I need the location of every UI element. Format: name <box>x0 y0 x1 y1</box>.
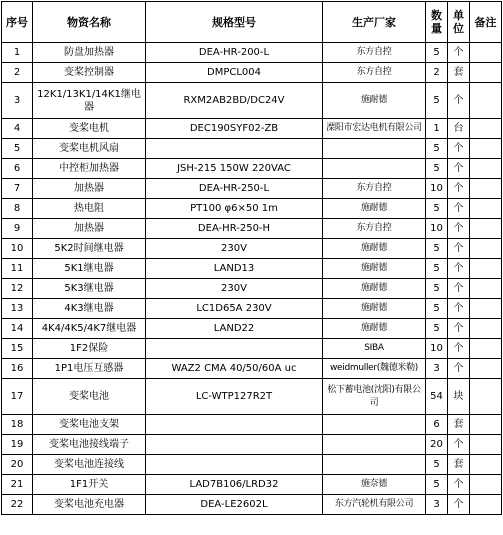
table-body <box>2 43 502 515</box>
cell-no: 20 <box>2 455 33 475</box>
cell-note <box>470 495 502 515</box>
table-row <box>2 239 502 259</box>
cell-no: 4 <box>2 119 33 139</box>
cell-unit: 块 <box>448 379 470 415</box>
cell-name: 加热器 <box>33 179 146 199</box>
cell-no: 8 <box>2 199 33 219</box>
cell-name: 热电阻 <box>33 199 146 219</box>
cell-no: 13 <box>2 299 33 319</box>
cell-spec: LAND22 <box>146 319 323 339</box>
cell-no: 18 <box>2 415 33 435</box>
cell-maker <box>323 455 426 475</box>
cell-maker: 施耐德 <box>323 319 426 339</box>
header-no: 序号 <box>2 2 33 43</box>
cell-spec: RXM2AB2BD/DC24V <box>146 83 323 119</box>
cell-spec: LC1D65A 230V <box>146 299 323 319</box>
cell-maker: 施耐德 <box>323 279 426 299</box>
table-row <box>2 415 502 435</box>
cell-no: 6 <box>2 159 33 179</box>
cell-no: 3 <box>2 83 33 119</box>
cell-maker: 东方汽轮机有限公司 <box>323 495 426 515</box>
cell-no: 9 <box>2 219 33 239</box>
cell-maker <box>323 415 426 435</box>
cell-spec <box>146 139 323 159</box>
header-qty: 数量 <box>426 2 448 43</box>
table-row <box>2 379 502 415</box>
cell-qty: 5 <box>426 199 448 219</box>
header-maker: 生产厂家 <box>323 2 426 43</box>
cell-spec: LC-WTP127R2T <box>146 379 323 415</box>
cell-unit: 个 <box>448 83 470 119</box>
cell-unit: 套 <box>448 415 470 435</box>
cell-maker: 东方自控 <box>323 179 426 199</box>
cell-no: 12 <box>2 279 33 299</box>
cell-note <box>470 339 502 359</box>
cell-note <box>470 259 502 279</box>
cell-spec: PT100 φ6×50 1m <box>146 199 323 219</box>
cell-name: 1P1电压互感器 <box>33 359 146 379</box>
cell-note <box>470 415 502 435</box>
cell-maker: 施奈德 <box>323 475 426 495</box>
cell-no: 5 <box>2 139 33 159</box>
cell-qty: 3 <box>426 495 448 515</box>
cell-qty: 5 <box>426 455 448 475</box>
cell-unit: 台 <box>448 119 470 139</box>
cell-note <box>470 379 502 415</box>
table-row <box>2 319 502 339</box>
cell-qty: 5 <box>426 139 448 159</box>
cell-note <box>470 475 502 495</box>
cell-maker: 溧阳市宏达电机有限公司 <box>323 119 426 139</box>
cell-spec: DEA-LE2602L <box>146 495 323 515</box>
cell-qty: 5 <box>426 43 448 63</box>
cell-no: 17 <box>2 379 33 415</box>
cell-qty: 5 <box>426 239 448 259</box>
cell-unit: 个 <box>448 179 470 199</box>
header-note: 备注 <box>470 2 502 43</box>
table-row <box>2 279 502 299</box>
cell-spec: JSH-215 150W 220VAC <box>146 159 323 179</box>
cell-name: 防盘加热器 <box>33 43 146 63</box>
cell-maker: 施耐德 <box>323 299 426 319</box>
cell-qty: 5 <box>426 259 448 279</box>
cell-spec: LAND13 <box>146 259 323 279</box>
table-row <box>2 435 502 455</box>
cell-qty: 10 <box>426 339 448 359</box>
cell-spec: 230V <box>146 239 323 259</box>
cell-maker: 东方自控 <box>323 63 426 83</box>
cell-name: 变桨电机 <box>33 119 146 139</box>
cell-maker: 施耐德 <box>323 83 426 119</box>
cell-note <box>470 435 502 455</box>
cell-spec: DEA-HR-250-L <box>146 179 323 199</box>
cell-maker: 施耐德 <box>323 259 426 279</box>
cell-no: 7 <box>2 179 33 199</box>
cell-name: 变桨电机风扇 <box>33 139 146 159</box>
cell-note <box>470 159 502 179</box>
cell-unit: 个 <box>448 159 470 179</box>
cell-spec: DEA-HR-200-L <box>146 43 323 63</box>
cell-no: 11 <box>2 259 33 279</box>
cell-unit: 个 <box>448 279 470 299</box>
cell-name: 变桨电池接线端子 <box>33 435 146 455</box>
cell-name: 1F1开关 <box>33 475 146 495</box>
table-row <box>2 219 502 239</box>
cell-maker: weidmuller(魏德米勒) <box>323 359 426 379</box>
cell-maker: 施耐德 <box>323 199 426 219</box>
header-name: 物资名称 <box>33 2 146 43</box>
cell-note <box>470 239 502 259</box>
cell-no: 15 <box>2 339 33 359</box>
cell-maker: 施耐德 <box>323 239 426 259</box>
cell-no: 16 <box>2 359 33 379</box>
cell-note <box>470 319 502 339</box>
cell-unit: 个 <box>448 199 470 219</box>
cell-name: 加热器 <box>33 219 146 239</box>
cell-qty: 5 <box>426 299 448 319</box>
cell-maker: 松下蓄电池(沈阳)有限公司 <box>323 379 426 415</box>
cell-qty: 5 <box>426 279 448 299</box>
cell-no: 21 <box>2 475 33 495</box>
cell-name: 5K1继电器 <box>33 259 146 279</box>
header-unit: 单位 <box>448 2 470 43</box>
table-row <box>2 179 502 199</box>
cell-note <box>470 219 502 239</box>
cell-maker: 东方自控 <box>323 219 426 239</box>
cell-unit: 个 <box>448 495 470 515</box>
cell-name: 中控柜加热器 <box>33 159 146 179</box>
table-row <box>2 43 502 63</box>
cell-no: 19 <box>2 435 33 455</box>
cell-qty: 54 <box>426 379 448 415</box>
cell-name: 4K3继电器 <box>33 299 146 319</box>
cell-unit: 个 <box>448 359 470 379</box>
table-row <box>2 139 502 159</box>
cell-note <box>470 199 502 219</box>
table-row <box>2 299 502 319</box>
materials-table <box>1 1 502 515</box>
cell-unit: 套 <box>448 455 470 475</box>
cell-unit: 个 <box>448 259 470 279</box>
cell-qty: 5 <box>426 159 448 179</box>
cell-note <box>470 179 502 199</box>
cell-note <box>470 83 502 119</box>
cell-spec: DEA-HR-250-H <box>146 219 323 239</box>
cell-note <box>470 119 502 139</box>
cell-maker <box>323 435 426 455</box>
cell-unit: 个 <box>448 319 470 339</box>
header-spec: 规格型号 <box>146 2 323 43</box>
cell-no: 10 <box>2 239 33 259</box>
cell-note <box>470 63 502 83</box>
cell-qty: 5 <box>426 83 448 119</box>
cell-qty: 20 <box>426 435 448 455</box>
cell-note <box>470 43 502 63</box>
cell-no: 22 <box>2 495 33 515</box>
cell-spec <box>146 415 323 435</box>
cell-spec: WAZ2 CMA 40/50/60A uc <box>146 359 323 379</box>
cell-maker <box>323 159 426 179</box>
cell-no: 1 <box>2 43 33 63</box>
cell-spec: DMPCL004 <box>146 63 323 83</box>
cell-note <box>470 359 502 379</box>
cell-unit: 个 <box>448 43 470 63</box>
cell-unit: 个 <box>448 475 470 495</box>
cell-qty: 5 <box>426 475 448 495</box>
cell-no: 14 <box>2 319 33 339</box>
cell-note <box>470 299 502 319</box>
cell-name: 5K2时间继电器 <box>33 239 146 259</box>
cell-qty: 1 <box>426 119 448 139</box>
cell-name: 变桨电池充电器 <box>33 495 146 515</box>
table-row <box>2 359 502 379</box>
table-row <box>2 259 502 279</box>
cell-name: 4K4/4K5/4K7继电器 <box>33 319 146 339</box>
cell-maker: SIBA <box>323 339 426 359</box>
cell-unit: 个 <box>448 339 470 359</box>
cell-unit: 个 <box>448 299 470 319</box>
cell-qty: 10 <box>426 219 448 239</box>
cell-name: 5K3继电器 <box>33 279 146 299</box>
cell-note <box>470 279 502 299</box>
cell-spec <box>146 435 323 455</box>
cell-no: 2 <box>2 63 33 83</box>
cell-maker <box>323 139 426 159</box>
cell-note <box>470 139 502 159</box>
table-row <box>2 199 502 219</box>
table-row <box>2 63 502 83</box>
cell-name: 变桨电池支架 <box>33 415 146 435</box>
table-row <box>2 455 502 475</box>
cell-note <box>470 455 502 475</box>
cell-unit: 个 <box>448 219 470 239</box>
header-row <box>2 2 502 43</box>
cell-name: 变桨电池 <box>33 379 146 415</box>
cell-unit: 个 <box>448 435 470 455</box>
table-row <box>2 339 502 359</box>
cell-spec: 230V <box>146 279 323 299</box>
cell-qty: 5 <box>426 319 448 339</box>
cell-qty: 2 <box>426 63 448 83</box>
table-row <box>2 119 502 139</box>
cell-spec: LAD7B106/LRD32 <box>146 475 323 495</box>
table-row <box>2 159 502 179</box>
table-row <box>2 475 502 495</box>
table-row <box>2 495 502 515</box>
cell-name: 1F2保险 <box>33 339 146 359</box>
cell-unit: 套 <box>448 63 470 83</box>
cell-unit: 个 <box>448 239 470 259</box>
cell-qty: 6 <box>426 415 448 435</box>
cell-name: 12K1/13K1/14K1继电器 <box>33 83 146 119</box>
cell-spec <box>146 339 323 359</box>
cell-name: 变桨电池连接线 <box>33 455 146 475</box>
cell-qty: 10 <box>426 179 448 199</box>
cell-spec: DEC190SYF02-ZB <box>146 119 323 139</box>
cell-unit: 个 <box>448 139 470 159</box>
cell-qty: 3 <box>426 359 448 379</box>
cell-maker: 东方自控 <box>323 43 426 63</box>
cell-name: 变桨控制器 <box>33 63 146 83</box>
table-row <box>2 83 502 119</box>
cell-spec <box>146 455 323 475</box>
